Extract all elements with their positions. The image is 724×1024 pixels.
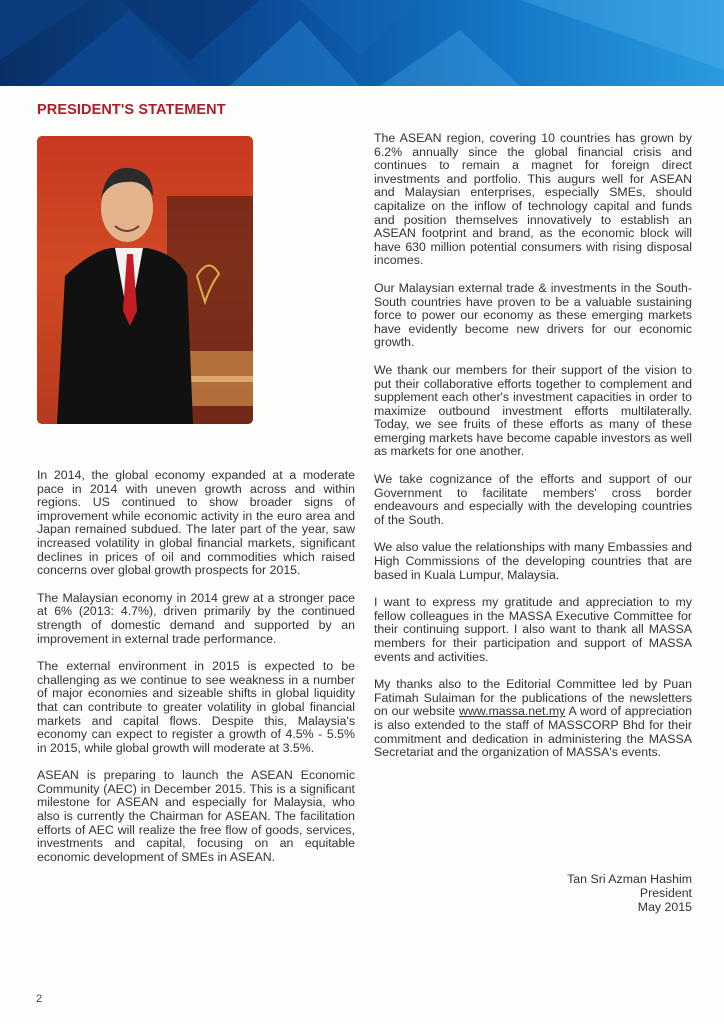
signature-date: May 2015 (637, 900, 692, 914)
paragraph: In 2014, the global economy expanded at a moderate pace in 2014 with uneven growth across and within regions. US continued to show broader signs of improvement while economic activity in the euro area and Japan remained subdued. The later part of the year, saw increased volatility in global financial markets, significant declines in prices of oil and commodities which raised concerns over global growth prospects for 2015. (37, 468, 355, 578)
president-photo (37, 136, 253, 424)
paragraph: ASEAN is preparing to launch the ASEAN Economic Community (AEC) in December 2015. This is a significant milestone for ASEAN and especially for Malaysia, who also is currently the Chairman for ASEAN. The facilitation efforts of AEC will realize the free flow of goods, services, investments and capital, focusing on an equitable economic development of SMEs in ASEAN. (37, 768, 355, 864)
banner-decoration (0, 0, 724, 86)
header-banner (0, 0, 724, 86)
left-text-column (37, 469, 355, 878)
paragraph-text: My thanks also to the Editorial Committee led by Puan Fatimah Sulaiman for the publications of the newsletters on our website (374, 677, 692, 719)
paragraph: The external environment in 2015 is expected to be challenging as we continue to see weakness in a number of major economies and sizeable shifts in global liquidity that can contribute to greater volatility in global financial markets and capital flows. Despite this, Malaysia's economy can expect to register a growth of 4.5% - 5.5% in 2015, while global growth will moderate at 3.5%. (37, 659, 355, 755)
signatory-title: President (639, 886, 692, 900)
paragraph-text: A word of appreciation is also extended to the staff of MASSCORP Bhd for their commitment and dedication in administering the MASSA Secretariat and the organization of MASSA's events. (374, 704, 692, 760)
paragraph: I want to express my gratitude and appreciation to my fellow colleagues in the MASSA Executive Committee for their continuing support. I also want to thank all MASSA members for their participation and support of MASSA events and activities. (374, 595, 692, 664)
signature-block (452, 872, 692, 914)
paragraph-with-link (374, 678, 692, 760)
paragraph: We thank our members for their support of the vision to put their collaborative efforts together to complement and supplement each other's investment capacities in order to maximize outbound investment efforts multilaterally. Today, we see fruits of these efforts as many of these emerging markets have become capable investors as well as markets for one another. (374, 362, 692, 459)
paragraph: The Malaysian economy in 2014 grew at a stronger pace at 6% (2013: 4.7%), driven primarily by the continued strength of domestic demand and supported by an improvement in external trade performance. (37, 590, 355, 646)
website-link[interactable]: www.massa.net.my (459, 704, 566, 719)
right-text-column (374, 132, 692, 774)
paragraph: Our Malaysian external trade & investments in the South-South countries have proven to be a valuable sustaining force to power our economy as these emerging markets have evidently become new drivers for our economic growth. (374, 280, 692, 350)
paragraph: We take cognizance of the efforts and support of our Government to facilitate members' cross border endeavours and especially with the developing countries of the South. (374, 472, 692, 527)
page-title: PRESIDENT'S STATEMENT (37, 102, 226, 118)
signatory-name: Tan Sri Azman Hashim (567, 872, 692, 886)
paragraph: The ASEAN region, covering 10 countries has grown by 6.2% annually since the global financial crisis and continues to remain a magnet for foreign direct investments and portfolio. This augurs well for ASEAN and Malaysian enterprises, especially SMEs, should capitalize on the inflow of technology capital and funds and position themselves innovatively to establish an ASEAN footprint and brand, as the economic block will have 630 million potential consumers with rising disposal incomes. (374, 131, 692, 268)
paragraph: We also value the relationships with many Embassies and High Commissions of the developing countries that are based in Kuala Lumpur, Malaysia. (374, 540, 692, 582)
page-number: 2 (36, 993, 43, 1005)
